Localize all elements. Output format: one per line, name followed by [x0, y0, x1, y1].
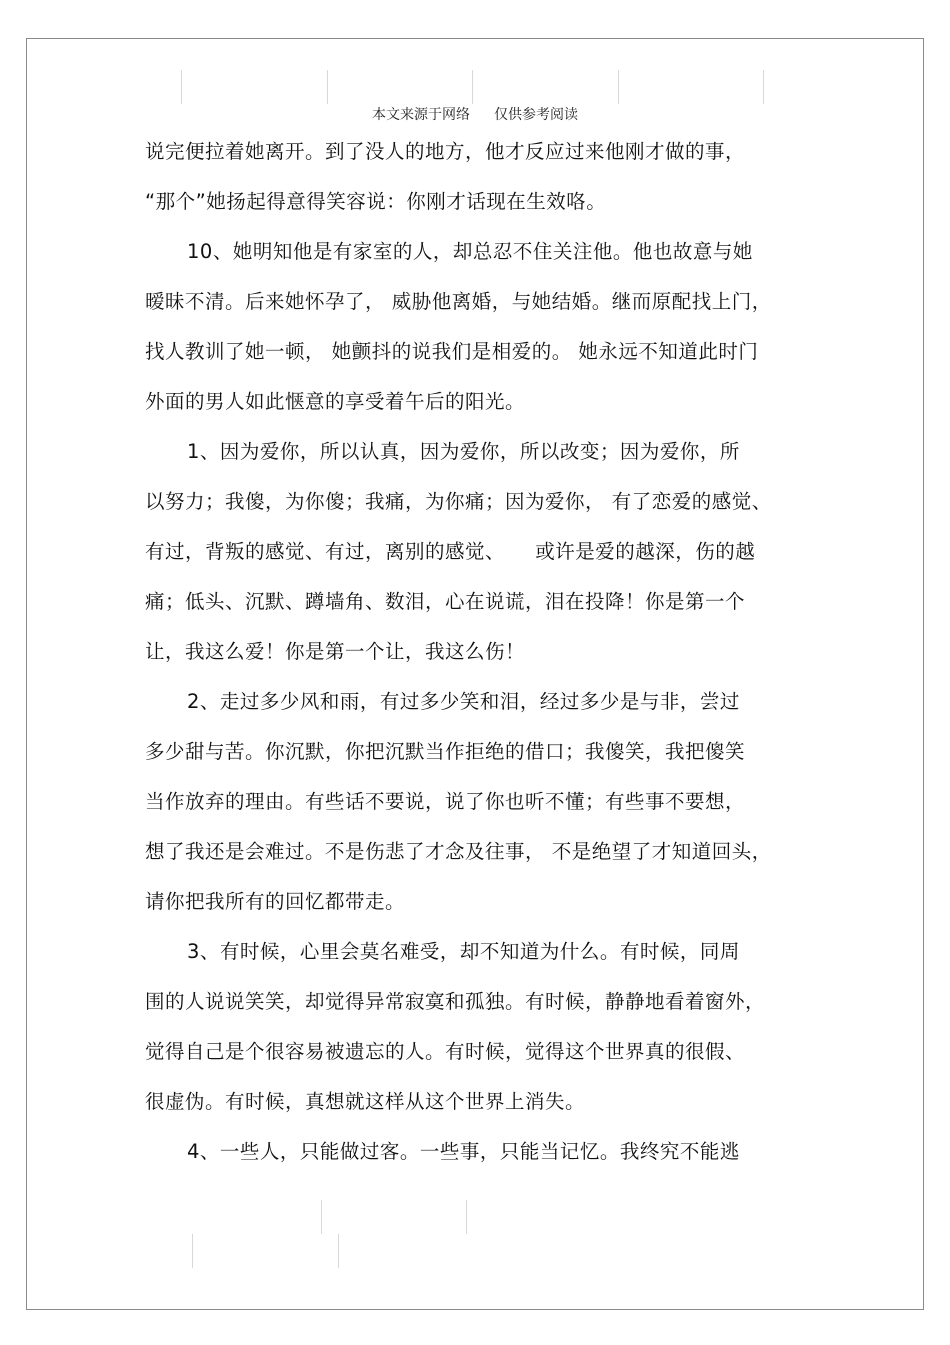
top-tick-1: [181, 70, 182, 104]
text-line: 当作放弃的理由。有些话不要说，说了你也听不懂；有些事不要想，: [145, 790, 746, 813]
text-line: 围的人说说笑笑，却觉得异常寂寞和孤独。有时候，静静地看着窗外，: [145, 990, 766, 1013]
article-body: [145, 132, 805, 1182]
text-line: 找人教训了她一顿， 她颤抖的说我们是相爱的。 她永远不知道此时门: [145, 340, 759, 363]
bottom-tick-3: [192, 1234, 193, 1268]
text-line: 以努力；我傻，为你傻；我痛，为你痛；因为爱你， 有了恋爱的感觉、: [145, 490, 772, 513]
bottom-tick-1: [321, 1200, 322, 1234]
top-tick-2: [327, 70, 328, 104]
text-line: 外面的男人如此惬意的享受着午后的阳光。: [145, 390, 526, 413]
top-tick-4: [618, 70, 619, 104]
text-line: 很虚伪。有时候，真想就这样从这个世界上消失。: [145, 1090, 586, 1113]
text-line: 说完便拉着她离开。到了没人的地方，他才反应过来他刚才做的事，: [145, 140, 746, 163]
text-line: 痛；低头、沉默、蹲墙角、数泪，心在说谎，泪在投降！你是第一个: [145, 590, 746, 613]
text-line: 觉得自己是个很容易被遗忘的人。有时候，觉得这个世界真的很假、: [145, 1040, 746, 1063]
text-line: 4、一些人，只能做过客。一些事，只能当记忆。我终究不能逃: [187, 1140, 740, 1163]
text-line: 多少甜与苦。你沉默，你把沉默当作拒绝的借口；我傻笑，我把傻笑: [145, 740, 746, 763]
bottom-tick-2: [466, 1200, 467, 1234]
text-line: 想了我还是会难过。不是伤悲了才念及往事， 不是绝望了才知道回头，: [145, 840, 772, 863]
text-line: “那个”她扬起得意得笑容说：你刚才话现在生效咯。: [145, 190, 607, 213]
reference-note: 仅供参考阅读: [494, 107, 578, 123]
bottom-tick-4: [338, 1234, 339, 1268]
text-line: 3、有时候，心里会莫名难受，却不知道为什么。有时候，同周: [187, 940, 740, 963]
text-line: 请你把我所有的回忆都带走。: [145, 890, 406, 913]
top-tick-3: [472, 70, 473, 104]
text-line: 10、她明知他是有家室的人，却总忍不住关注他。他也故意与她: [187, 240, 753, 263]
text-line: 让，我这么爱！你是第一个让，我这么伤！: [145, 640, 526, 663]
text-line: 有过，背叛的感觉、有过，离别的感觉、 或许是爱的越深，伤的越: [145, 540, 756, 563]
text-line: 2、走过多少风和雨，有过多少笑和泪，经过多少是与非，尝过: [187, 690, 740, 713]
top-tick-5: [763, 70, 764, 104]
text-line: 1、因为爱你，所以认真，因为爱你，所以改变；因为爱你，所: [187, 440, 740, 463]
text-line: 暧昧不清。后来她怀孕了， 威胁他离婚，与她结婚。继而原配找上门，: [145, 290, 772, 313]
header-note: [0, 104, 950, 124]
source-note: 本文来源于网络: [372, 107, 470, 123]
